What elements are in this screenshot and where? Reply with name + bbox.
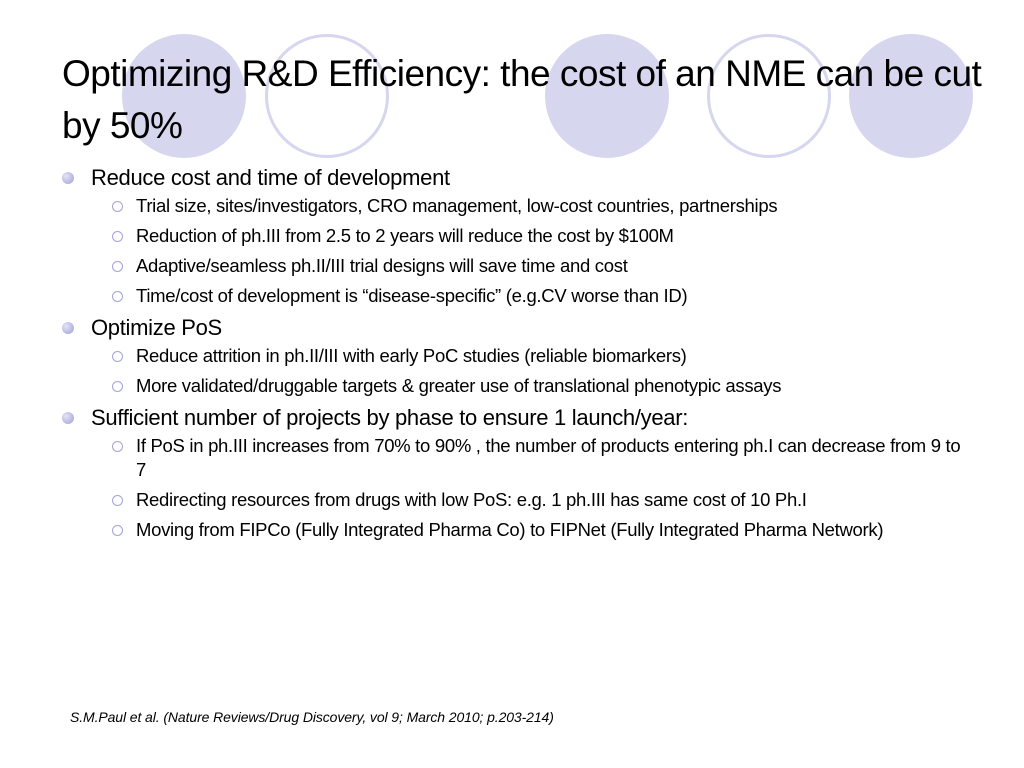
sub-bullet-text: Reduce attrition in ph.II/III with early PoC studies (reliable biomarkers) <box>136 345 687 366</box>
ring-bullet-icon <box>112 525 123 536</box>
sub-bullet-text: Moving from FIPCo (Fully Integrated Pharma Co) to FIPNet (Fully Integrated Pharma Network) <box>136 519 884 540</box>
citation: S.M.Paul et al. (Nature Reviews/Drug Discovery, vol 9; March 2010; p.203-214) <box>70 709 554 725</box>
sub-bullet-item <box>108 194 962 218</box>
ring-bullet-icon <box>112 351 123 362</box>
sub-bullet-text: If PoS in ph.III increases from 70% to 90% , the number of products entering ph.I can decrease from 9 to 7 <box>136 435 961 480</box>
sub-bullet-item <box>108 374 962 398</box>
bullet-disc-icon <box>62 172 74 184</box>
sub-bullet-item <box>108 344 962 368</box>
ring-bullet-icon <box>112 291 123 302</box>
sub-bullet-item <box>108 518 962 542</box>
sub-bullet-list <box>91 344 962 398</box>
sub-bullet-text: Redirecting resources from drugs with low PoS: e.g. 1 ph.III has same cost of 10 Ph.I <box>136 489 807 510</box>
ring-bullet-icon <box>112 201 123 212</box>
sub-bullet-text: Time/cost of development is “disease-specific” (e.g.CV worse than ID) <box>136 285 688 306</box>
sub-bullet-item <box>108 224 962 248</box>
ring-bullet-icon <box>112 495 123 506</box>
bullet-text: Sufficient number of projects by phase to ensure 1 launch/year: <box>91 405 689 430</box>
sub-bullet-text: Reduction of ph.III from 2.5 to 2 years will reduce the cost by $100M <box>136 225 674 246</box>
sub-bullet-item <box>108 284 962 308</box>
ring-bullet-icon <box>112 381 123 392</box>
bullet-text: Optimize PoS <box>91 315 222 340</box>
bullet-disc-icon <box>62 412 74 424</box>
ring-bullet-icon <box>112 261 123 272</box>
bullet-item <box>62 314 962 398</box>
bullet-item <box>62 404 962 542</box>
sub-bullet-list <box>91 434 962 542</box>
ring-bullet-icon <box>112 441 123 452</box>
sub-bullet-item <box>108 488 962 512</box>
bullet-disc-icon <box>62 322 74 334</box>
bullet-item <box>62 164 962 308</box>
bullet-text: Reduce cost and time of development <box>91 165 450 190</box>
sub-bullet-text: Adaptive/seamless ph.II/III trial designs will save time and cost <box>136 255 628 276</box>
bullet-list <box>62 164 962 548</box>
sub-bullet-text: Trial size, sites/investigators, CRO management, low-cost countries, partnerships <box>136 195 778 216</box>
sub-bullet-item <box>108 254 962 278</box>
sub-bullet-list <box>91 194 962 308</box>
sub-bullet-item <box>108 434 962 482</box>
sub-bullet-text: More validated/druggable targets & greater use of translational phenotypic assays <box>136 375 782 396</box>
slide-title: Optimizing R&D Efficiency: the cost of an NME can be cut by 50% <box>62 53 982 146</box>
ring-bullet-icon <box>112 231 123 242</box>
